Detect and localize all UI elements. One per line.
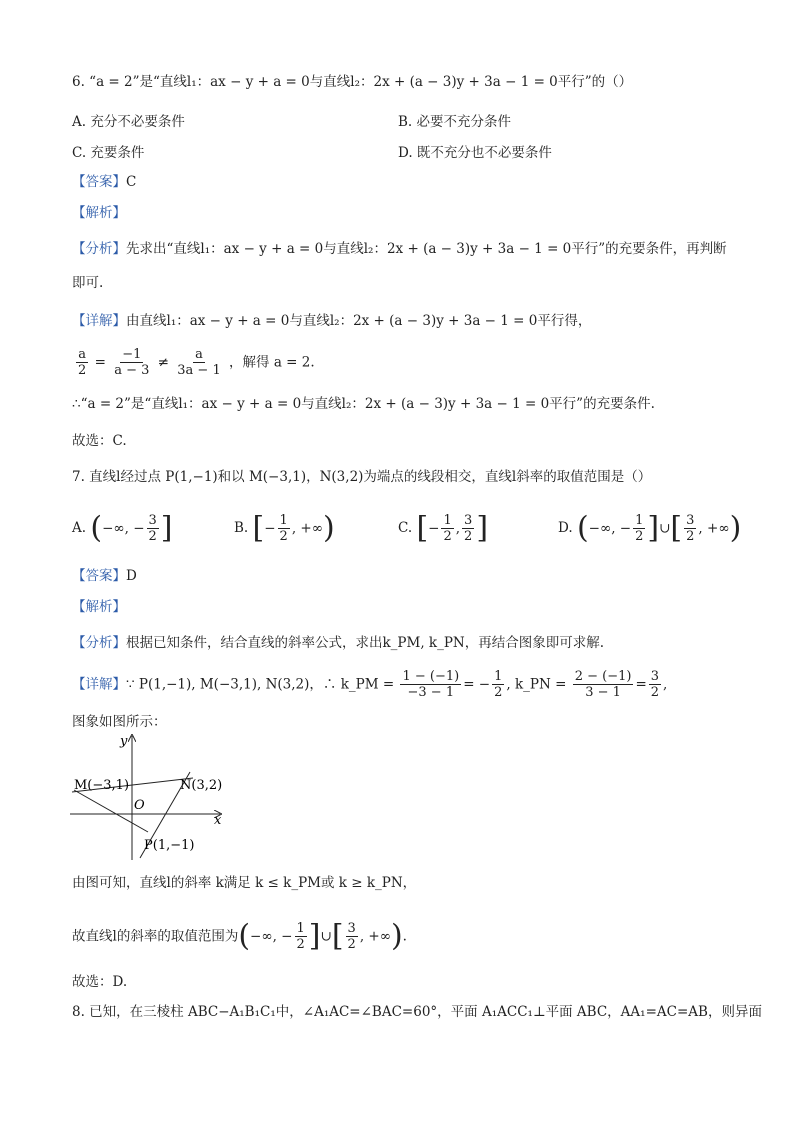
q7-conclusion2: 故直线l的斜率的取值范围为(−∞, − $\frac{1}{2}$ ]∪[ $\frac{3}{2}$ , +∞).: [72, 918, 407, 954]
q6-xiangjie-line1: [72, 312, 591, 330]
q6-option-c: C. 充要条件: [72, 145, 145, 161]
point-n-label: N(3,2): [180, 778, 223, 793]
q7-choose: 故选：D.: [72, 974, 128, 990]
fraction: $\frac{-1}{a - 3}$: [114, 347, 150, 378]
analysis-tag: 【解析】: [72, 599, 126, 615]
q7-conclusion1: 由图可知，直线l的斜率 k满足 k ≤ k_PM或 k ≥ k_PN，: [72, 875, 417, 891]
origin-label: O: [134, 798, 145, 813]
q6-answer-line: [72, 173, 136, 191]
point-m-label: M(−3,1): [74, 778, 130, 793]
xiangjie-tag: 【详解】: [72, 313, 126, 329]
q6-option-d: D. 既不充分也不必要条件: [398, 145, 552, 161]
q6-therefore: ∴“a = 2”是“直线l₁：ax − y + a = 0与直线l₂：2x + (a − 3)y + 3a − 1 = 0平行”的充要条件.: [72, 396, 655, 412]
q6-answer: C: [126, 174, 137, 190]
q6-analysis-tag: [72, 204, 126, 222]
q7-answer: D: [126, 568, 137, 584]
q6-stem: 6. “a = 2”是“直线l₁：ax − y + a = 0与直线l₂：2x + (a − 3)y + 3a − 1 = 0平行”的（）: [72, 74, 633, 90]
q7-fenxi-line: [72, 634, 604, 652]
fraction: $\frac{a}{3a - 1}$: [177, 347, 221, 378]
q6-fenxi-line2: 即可.: [72, 275, 104, 291]
q6-fenxi-line1: [72, 240, 727, 258]
q7-fenxi-text: 根据已知条件，结合直线的斜率公式，求出k_PM, k_PN，再结合图象即可求解.: [126, 635, 605, 651]
xiangjie-tag: 【详解】: [72, 676, 126, 693]
q7-option-a: A. (−∞, − $\frac{3}{2}$ ]: [72, 510, 173, 546]
q6-fenxi-text1: 先求出“直线l₁：ax − y + a = 0与直线l₂：2x + (a − 3)y + 3a − 1 = 0平行”的充要条件，再判断: [126, 241, 727, 257]
analysis-tag: 【解析】: [72, 205, 126, 221]
answer-tag: 【答案】: [72, 174, 126, 190]
q6-option-a: A. 充分不必要条件: [72, 114, 185, 130]
q6-option-b: B. 必要不充分条件: [398, 114, 512, 130]
fenxi-tag: 【分析】: [72, 635, 126, 651]
q7-stem: 7. 直线l经过点 P(1,−1)和以 M(−3,1)，N(3,2)为端点的线段相交，直线l斜率的取值范围是（）: [72, 469, 652, 485]
point-p-label: P(1,−1): [144, 838, 195, 853]
q7-option-b: B. [− $\frac{1}{2}$ , +∞): [234, 510, 335, 546]
q7-option-c: C. [− $\frac{1}{2}$ , $\frac{3}{2}$ ]: [398, 510, 489, 546]
q7-xiangjie-line: 【详解】∵ P(1,−1), M(−3,1), N(3,2)，∴ k_PM = $\frac{1 - (-1)}{-3 - 1}$ = − $\frac{1}{2}$ , k_PN = $\frac{2 - (-1)}{3 - 1}$ = $\frac{3}{2}$ ,: [72, 669, 668, 700]
x-label: x: [214, 813, 222, 828]
q8-stem: 8. 已知，在三棱柱 ABC−A₁B₁C₁中，∠A₁AC=∠BAC=60°，平面 A₁ACC₁⊥平面 ABC，AA₁=AC=AB，则异面: [72, 1004, 762, 1020]
q6-ratio-equation: $\frac{a}{2}$ = $\frac{-1}{a - 3}$ ≠ $\frac{a}{3a - 1}$ ，解得 a = 2.: [78, 347, 315, 378]
q6-xiangjie-text1: 由直线l₁：ax − y + a = 0与直线l₂：2x + (a − 3)y + 3a − 1 = 0平行得，: [126, 313, 592, 329]
q7-figure-caption: 图象如图所示：: [72, 714, 167, 730]
q6-choose: 故选：C.: [72, 433, 127, 449]
q7-option-d: D. (−∞, − $\frac{1}{2}$ ]∪[ $\frac{3}{2}$ , +∞): [558, 510, 742, 546]
fenxi-tag: 【分析】: [72, 241, 126, 257]
q7-analysis-tag: [72, 598, 126, 616]
answer-tag: 【答案】: [72, 568, 126, 584]
slope-figure: [68, 732, 228, 862]
y-label: y: [120, 734, 128, 749]
q7-answer-line: [72, 567, 137, 585]
fraction: $\frac{a}{2}$: [78, 347, 87, 378]
